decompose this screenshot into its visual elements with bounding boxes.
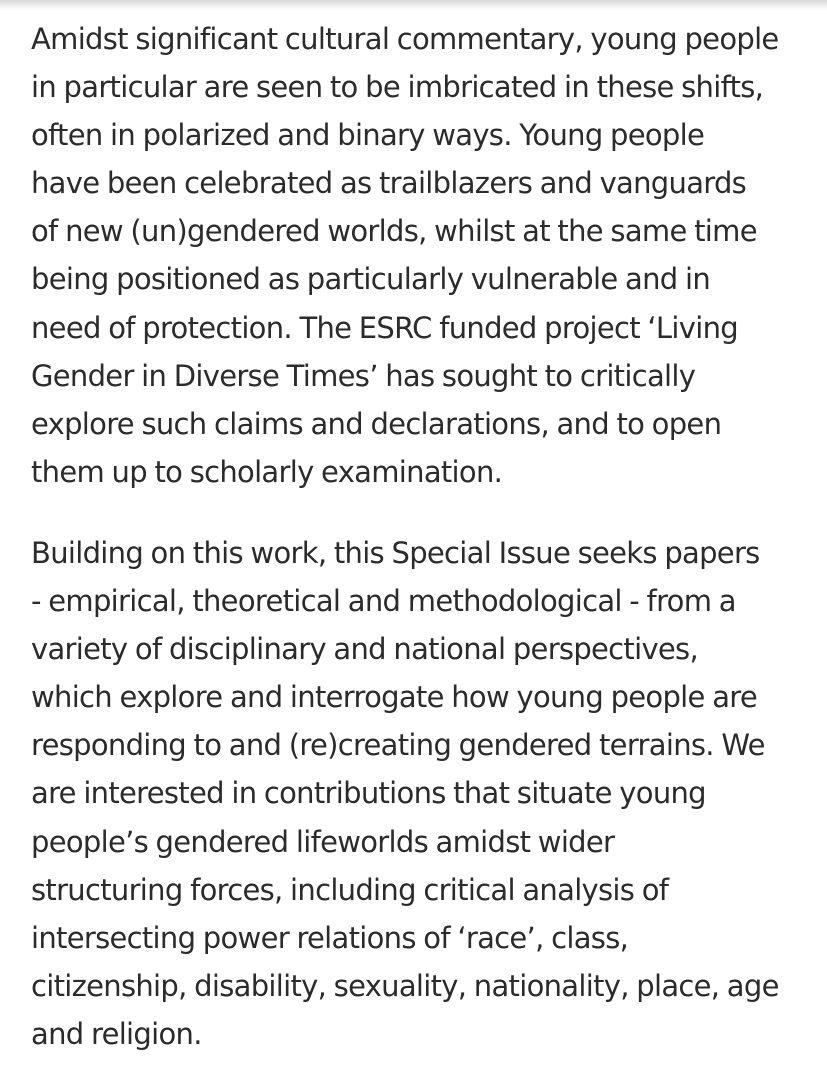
text-line: explore such claims and declarations, and to open bbox=[31, 406, 722, 441]
text-line: are interested in contributions that situate young bbox=[31, 776, 706, 811]
text-line: people’s gendered lifeworlds amidst wider bbox=[31, 824, 615, 859]
top-shadow bbox=[0, 0, 827, 10]
text-line: variety of disciplinary and national perspectives, bbox=[31, 632, 698, 667]
text-line: them up to scholarly examination. bbox=[31, 454, 503, 489]
article-body bbox=[31, 15, 821, 1058]
text-line: have been celebrated as trailblazers and vanguards bbox=[31, 166, 747, 201]
text-line: often in polarized and binary ways. Young people bbox=[31, 118, 705, 153]
text-line: Building on this work, this Special Issue seeks papers bbox=[31, 535, 760, 570]
text-line: which explore and interrogate how young people are bbox=[31, 680, 757, 715]
text-line: Amidst significant cultural commentary, young people bbox=[31, 22, 779, 56]
text-line: of new (un)gendered worlds, whilst at the same time bbox=[31, 214, 757, 249]
text-line: need of protection. The ESRC funded project ‘Living bbox=[31, 310, 738, 345]
text-line: in particular are seen to be imbricated in these shifts, bbox=[31, 70, 764, 105]
paragraph-1 bbox=[31, 15, 821, 496]
text-line: and religion. bbox=[31, 1016, 202, 1051]
text-line: citizenship, disability, sexuality, nationality, place, age bbox=[31, 968, 779, 1003]
text-line: responding to and (re)creating gendered terrains. We bbox=[31, 728, 765, 763]
text-line: structuring forces, including critical analysis of bbox=[31, 872, 669, 907]
text-line: being positioned as particularly vulnerable and in bbox=[31, 262, 711, 297]
text-line: intersecting power relations of ‘race’, class, bbox=[31, 920, 629, 955]
text-line: - empirical, theoretical and methodological - from a bbox=[31, 584, 736, 619]
paragraph-2 bbox=[31, 529, 821, 1058]
text-line: Gender in Diverse Times’ has sought to critically bbox=[31, 358, 696, 393]
